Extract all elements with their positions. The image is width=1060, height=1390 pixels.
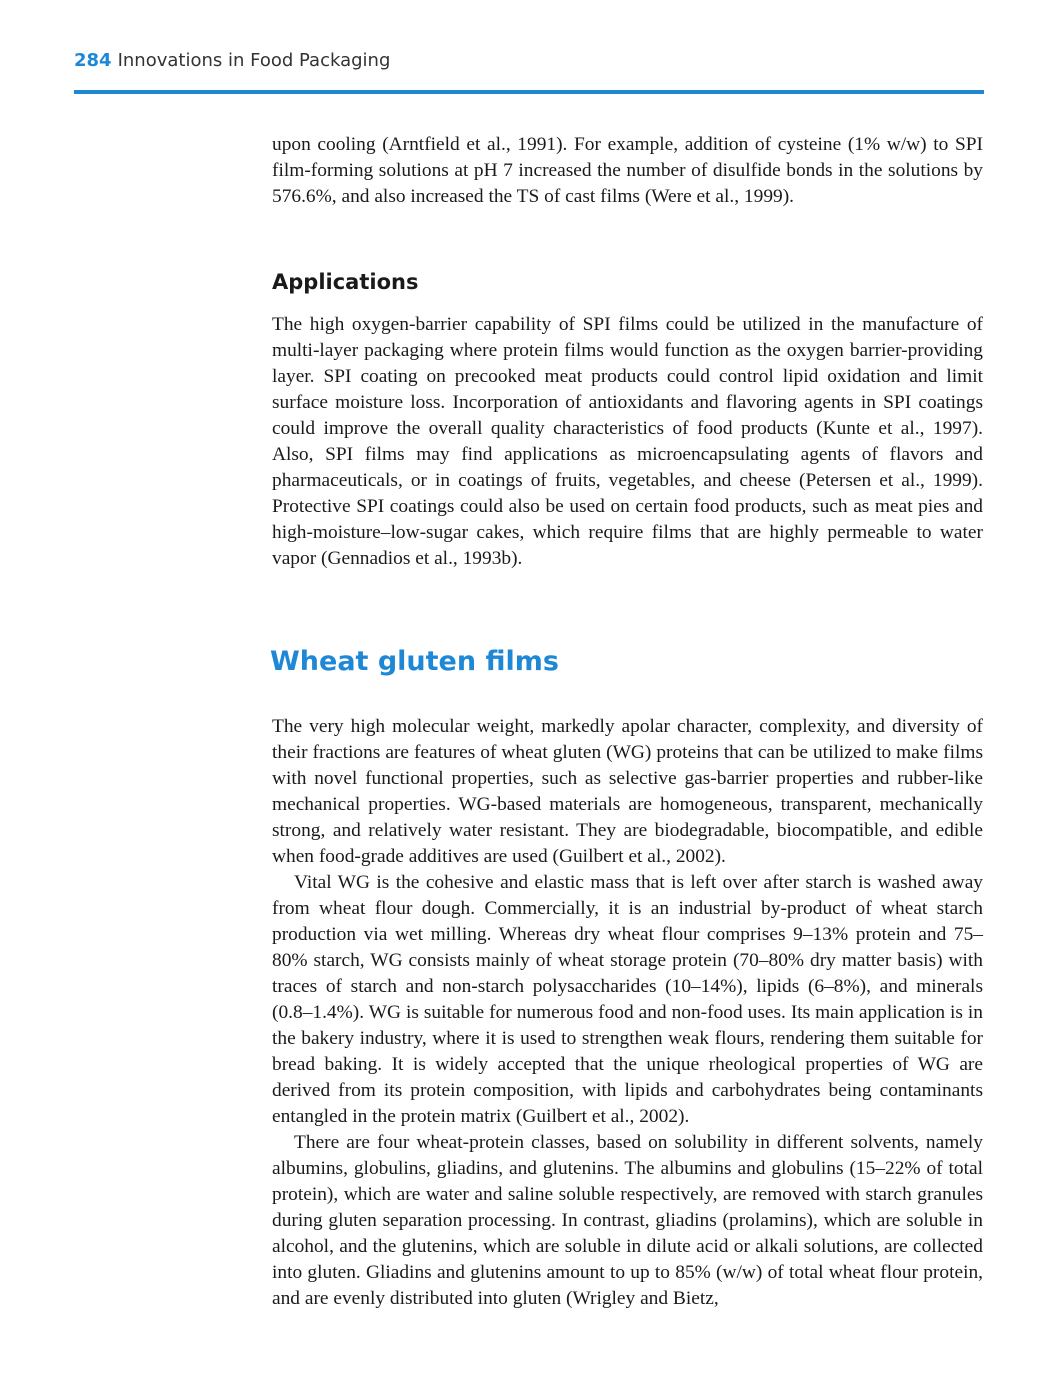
wheat-paragraph-1: The very high molecular weight, markedly apolar character, complexity, and diversity of their fractions are features of wheat gluten (WG) proteins that can be utilized to make films with novel functional properties, such as selective gas-barrier properties and rubber-like mechanical properties. WG-based materials are homogeneous, transparent, mechanically strong, and relatively water resistant. They are biodegradable, biocompatible, and edible when food-grade additives are used (Guilbert et al., 2002). [272, 716, 983, 867]
wheat-paragraph-2: Vital WG is the cohesive and elastic mass that is left over after starch is washed away from wheat flour dough. Commercially, it is an industrial by-product of wheat starch production via wet milling. Whereas dry wheat flour comprises 9–13% protein and 75–80% starch, WG consists mainly of wheat storage protein (70–80% dry matter basis) with traces of starch and non-starch polysaccharides (10–14%), lipids (6–8%), and minerals (0.8–1.4%). WG is suitable for numerous food and non-food uses. Its main application is in the bakery industry, where it is used to strengthen weak flours, rendering them suitable for bread baking. It is widely accepted that the unique rheological properties of WG are derived from its protein composition, with lipids and carbohydrates being contaminants entangled in the protein matrix (Guilbert et al., 2002). [272, 872, 983, 1127]
running-title: Innovations in Food Packaging [117, 50, 391, 71]
page-number: 284 [74, 50, 112, 71]
running-header [74, 50, 390, 71]
section-heading: Wheat gluten films [270, 646, 559, 677]
header-rule [74, 90, 984, 94]
intro-paragraph: upon cooling (Arntfield et al., 1991). For example, addition of cysteine (1% w/w) to SPI film-forming solutions at pH 7 increased the number of disulfide bonds in the solutions by 576.6%, and also increased the TS of cast films (Were et al., 1999). [272, 134, 983, 207]
applications-paragraph: The high oxygen-barrier capability of SPI films could be utilized in the manufacture of multi-layer packaging where protein films would function as the oxygen barrier-providing layer. SPI coating on precooked meat products could control lipid oxidation and limit surface moisture loss. Incorporation of antioxidants and flavoring agents in SPI coatings could improve the overall quality characteristics of food products (Kunte et al., 1997). Also, SPI films may find applications as microencapsulating agents of flavors and pharmaceuticals, or in coatings of fruits, vegetables, and cheese (Petersen et al., 1999). Protective SPI coatings could also be used on certain food products, such as meat pies and high-moisture–low-sugar cakes, which require films that are highly permeable to water vapor (Gennadios et al., 1993b). [272, 314, 983, 569]
wheat-gluten-body [272, 714, 983, 1312]
wheat-paragraph-3: There are four wheat-protein classes, based on solubility in different solvents, namely albumins, globulins, gliadins, and glutenins. The albumins and globulins (15–22% of total protein), which are water and saline soluble respectively, are removed with starch granules during gluten separation processing. In contrast, gliadins (prolamins), which are soluble in alcohol, and the glutenins, which are soluble in dilute acid or alkali solutions, are collected into gluten. Gliadins and glutenins amount to up to 85% (w/w) of total wheat flour protein, and are evenly distributed into gluten (Wrigley and Bietz, [272, 1132, 983, 1309]
applications-heading: Applications [272, 270, 419, 294]
